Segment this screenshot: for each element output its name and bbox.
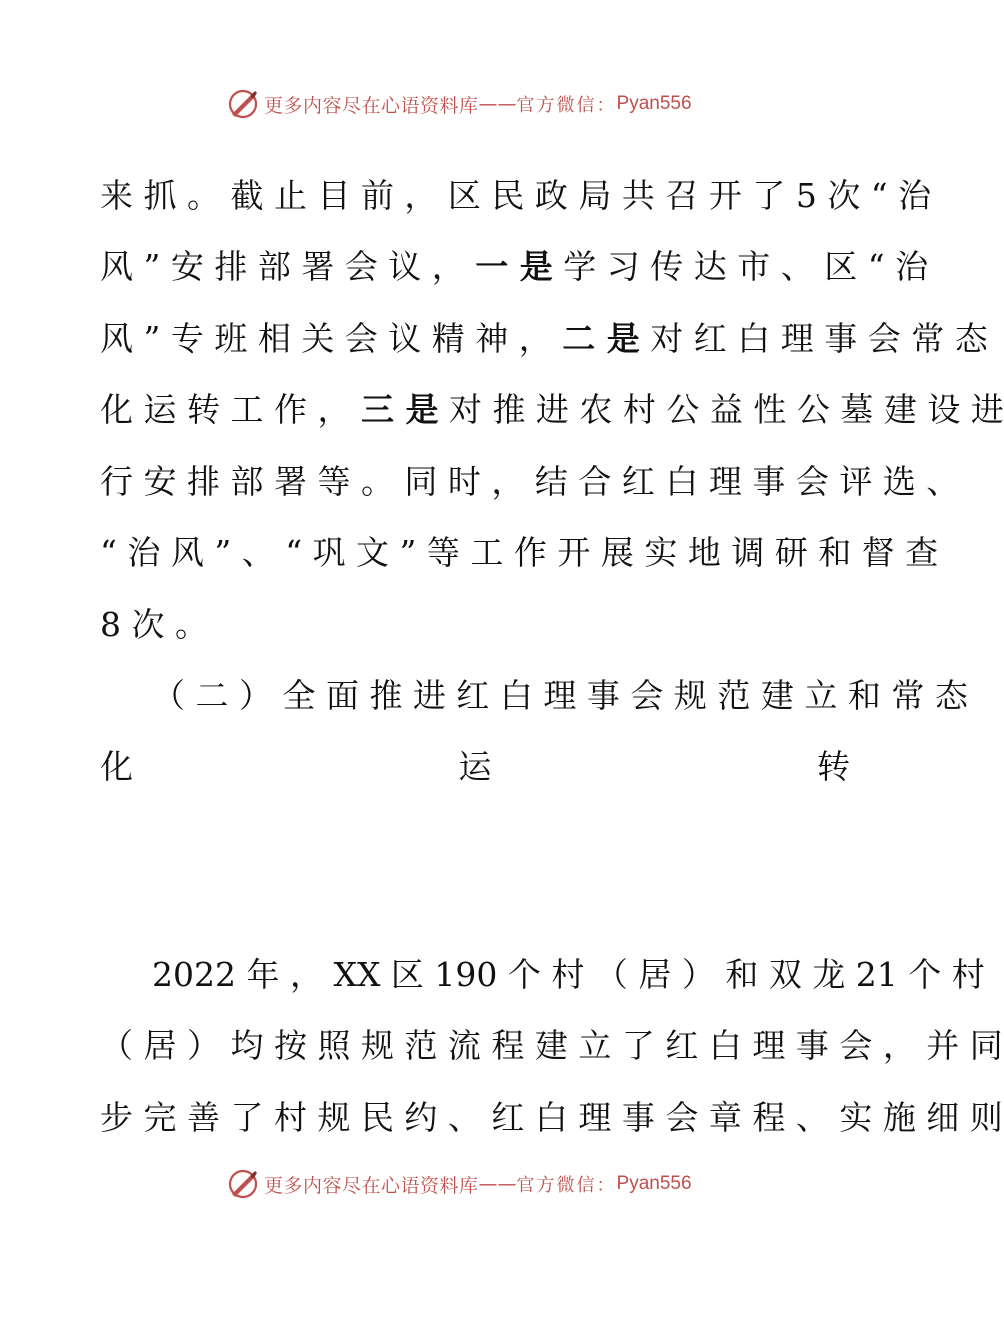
watermark-dash: —— xyxy=(478,93,517,115)
body-line xyxy=(100,241,929,293)
line-segment: 行 安 排 部 署 等 。 同 时 ， 结 合 红 白 理 事 会 评 选 、 xyxy=(100,462,960,501)
watermark-label: 官方微信： xyxy=(516,95,617,116)
pen-circle-logo-icon xyxy=(226,87,260,121)
body-line xyxy=(100,527,939,579)
watermark-label: 官方微信： xyxy=(516,1175,617,1196)
watermark-header xyxy=(226,86,692,122)
section-heading-line xyxy=(100,741,850,793)
body-line xyxy=(100,1020,1003,1072)
line-segment: 风 ” 专 班 相 关 会 议 精 神 ， xyxy=(100,319,552,358)
emphasis-text: 二 是 xyxy=(562,319,640,358)
body-line xyxy=(100,170,932,222)
line-segment: “ 治 风 ” 、 “ 巩 文 ” 等 工 作 开 展 实 地 调 研 和 督 查 xyxy=(100,533,939,572)
emphasis-text: 一 是 xyxy=(475,247,553,286)
watermark-account: Pyan556 xyxy=(616,93,692,114)
emphasis-text: 三 是 xyxy=(360,390,439,429)
line-segment: 化 运 转 工 作 ， xyxy=(100,390,351,429)
body-line xyxy=(100,456,960,508)
line-segment: 对 红 白 理 事 会 常 态 xyxy=(650,319,988,358)
line-segment: 步 完 善 了 村 规 民 约 、 红 白 理 事 会 章 程 、 实 施 细 则 xyxy=(100,1098,1003,1137)
line-segment: 风 ” 安 排 部 署 会 议 ， xyxy=(100,247,465,286)
body-line xyxy=(100,313,988,365)
body-line xyxy=(100,384,1004,436)
watermark-account: Pyan556 xyxy=(616,1173,692,1194)
line-segment: 2022 年 ， XX 区 190 个 村 （ 居 ） 和 双 龙 21 个 村 xyxy=(152,955,985,994)
body-line xyxy=(100,949,985,1001)
line-segment: 化 运 转 xyxy=(100,747,850,786)
line-segment: 8 次 。 xyxy=(100,605,208,644)
body-line xyxy=(100,1092,1003,1144)
section-heading-line xyxy=(100,670,968,722)
line-segment: 对 推 进 农 村 公 益 性 公 墓 建 设 进 xyxy=(448,390,1004,429)
watermark-footer xyxy=(226,1166,692,1202)
pen-circle-logo-icon xyxy=(226,1167,260,1201)
watermark-text: 更多内容尽在心语资料库 xyxy=(264,94,479,117)
watermark-dash: —— xyxy=(478,1173,517,1195)
line-segment: 学 习 传 达 市 、 区 “ 治 xyxy=(563,247,929,286)
watermark-text: 更多内容尽在心语资料库 xyxy=(264,1174,479,1197)
body-line xyxy=(100,599,850,651)
line-segment: （ 居 ） 均 按 照 规 范 流 程 建 立 了 红 白 理 事 会 ， 并 同 xyxy=(100,1026,1003,1065)
line-segment: 来 抓 。 截 止 目 前 ， 区 民 政 局 共 召 开 了 5 次 “ 治 xyxy=(100,176,932,215)
line-segment: （ 二 ） 全 面 推 进 红 白 理 事 会 规 范 建 立 和 常 态 xyxy=(152,676,968,715)
